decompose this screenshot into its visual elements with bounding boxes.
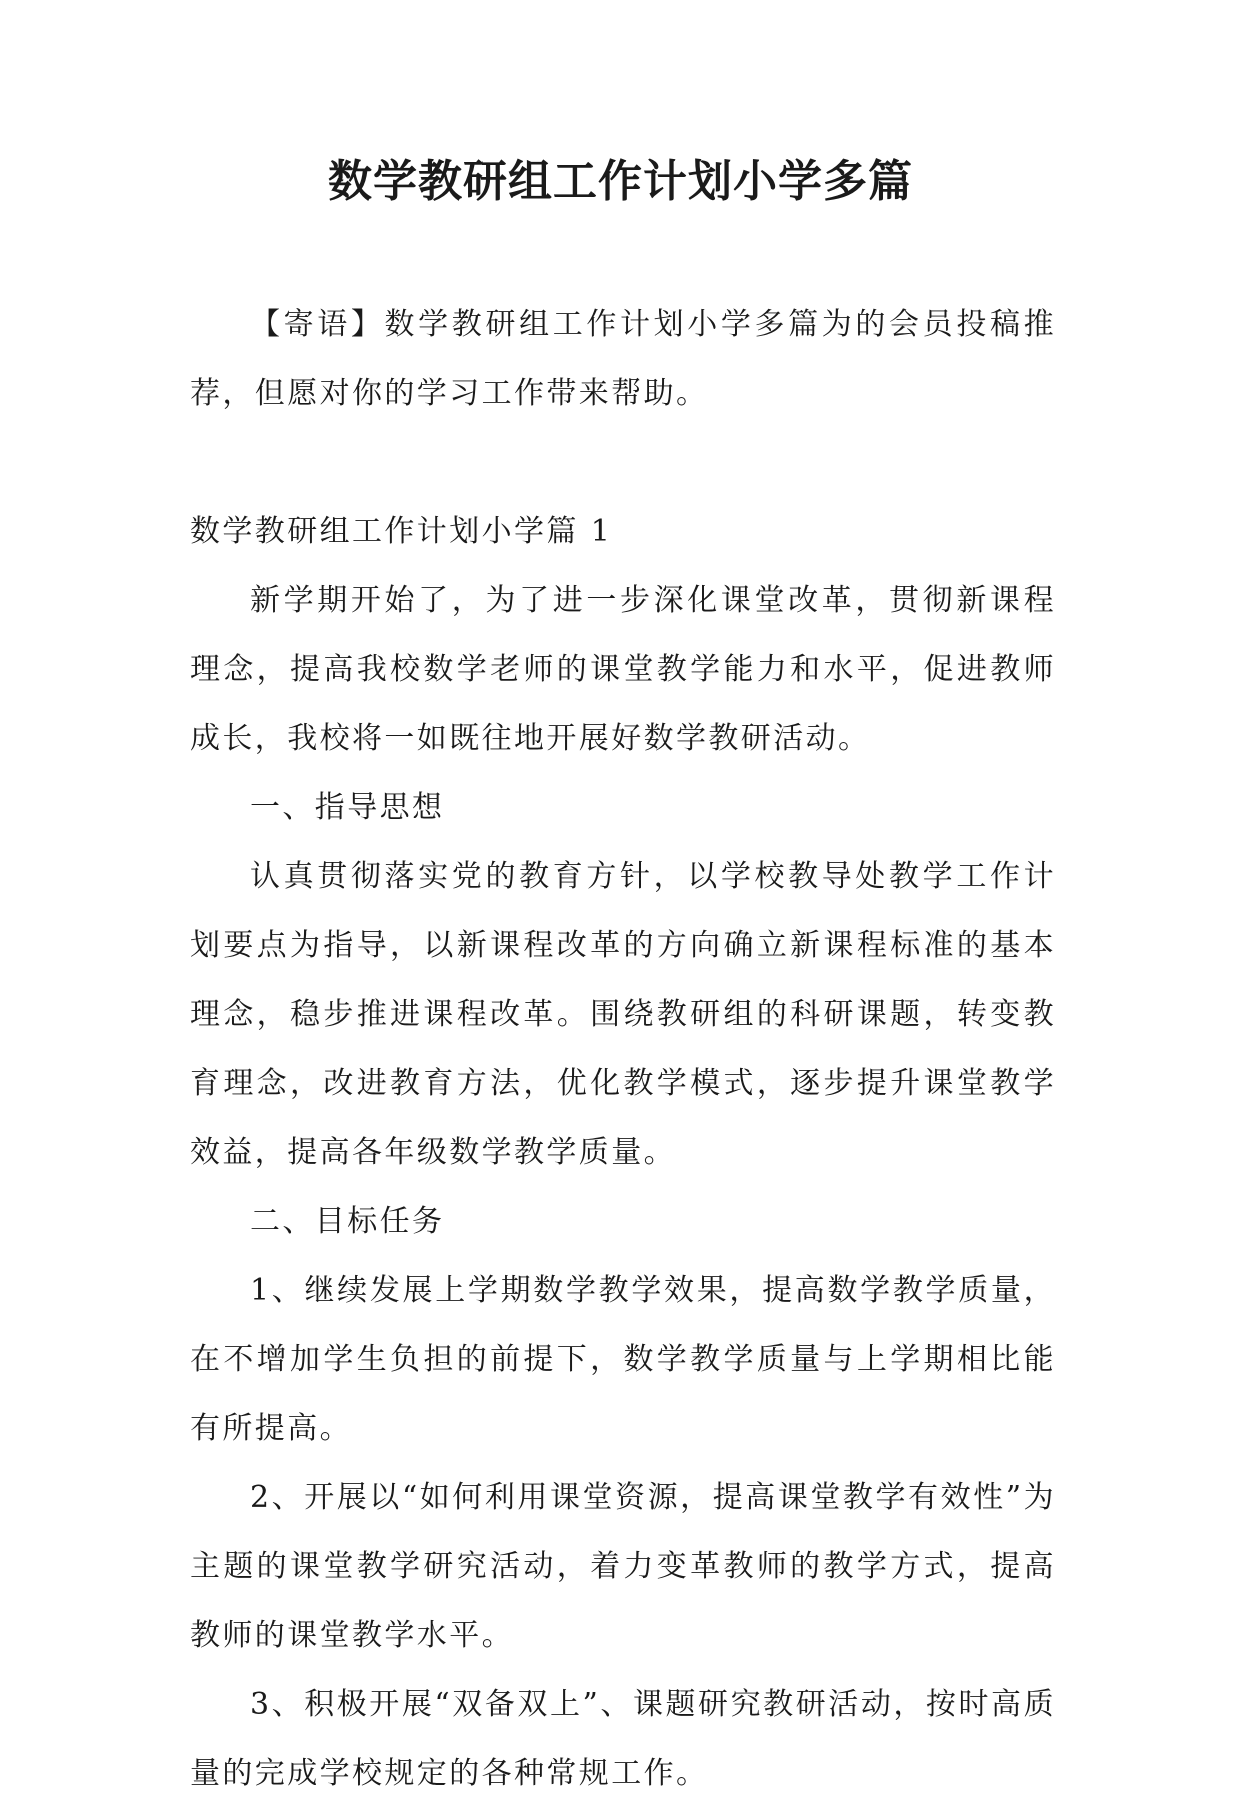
intro-paragraph: 【寄语】数学教研组工作计划小学多篇为的会员投稿推荐，但愿对你的学习工作带来帮助。 xyxy=(190,307,1056,411)
paragraph-gap xyxy=(190,428,1056,497)
document-title: 数学教研组工作计划小学多篇 xyxy=(328,156,913,207)
list-item: 1、继续发展上学期数学教学效果，提高数学教学质量，在不增加学生负担的前提下，数学教学质量与上学期相比能有所提高。 xyxy=(190,1273,1056,1446)
subheading-goals-tasks: 二、目标任务 xyxy=(250,1204,445,1239)
list-item: 2、开展以“如何利用课堂资源，提高课堂教学有效性”为主题的课堂教学研究活动，着力变革教师的教学方式，提高教师的课堂教学水平。 xyxy=(190,1480,1056,1653)
section-heading: 数学教研组工作计划小学篇 1 xyxy=(190,514,613,549)
body-paragraph: 认真贯彻落实党的教育方针，以学校教导处教学工作计划要点为指导，以新课程改革的方向确立新课程标准的基本理念，稳步推进课程改革。围绕教研组的科研课题，转变教育理念，改进教育方法，优化教学模式，逐步提升课堂教学效益，提高各年级数学教学质量。 xyxy=(190,859,1056,1170)
body-paragraph: 新学期开始了，为了进一步深化课堂改革，贯彻新课程理念，提高我校数学老师的课堂教学能力和水平，促进教师成长，我校将一如既往地开展好数学教研活动。 xyxy=(190,583,1056,756)
subheading-guiding-ideology: 一、指导思想 xyxy=(250,790,445,825)
document-body xyxy=(190,290,1056,1808)
list-item: 3、积极开展“双备双上”、课题研究教研活动，按时高质量的完成学校规定的各种常规工作。 xyxy=(190,1687,1056,1791)
